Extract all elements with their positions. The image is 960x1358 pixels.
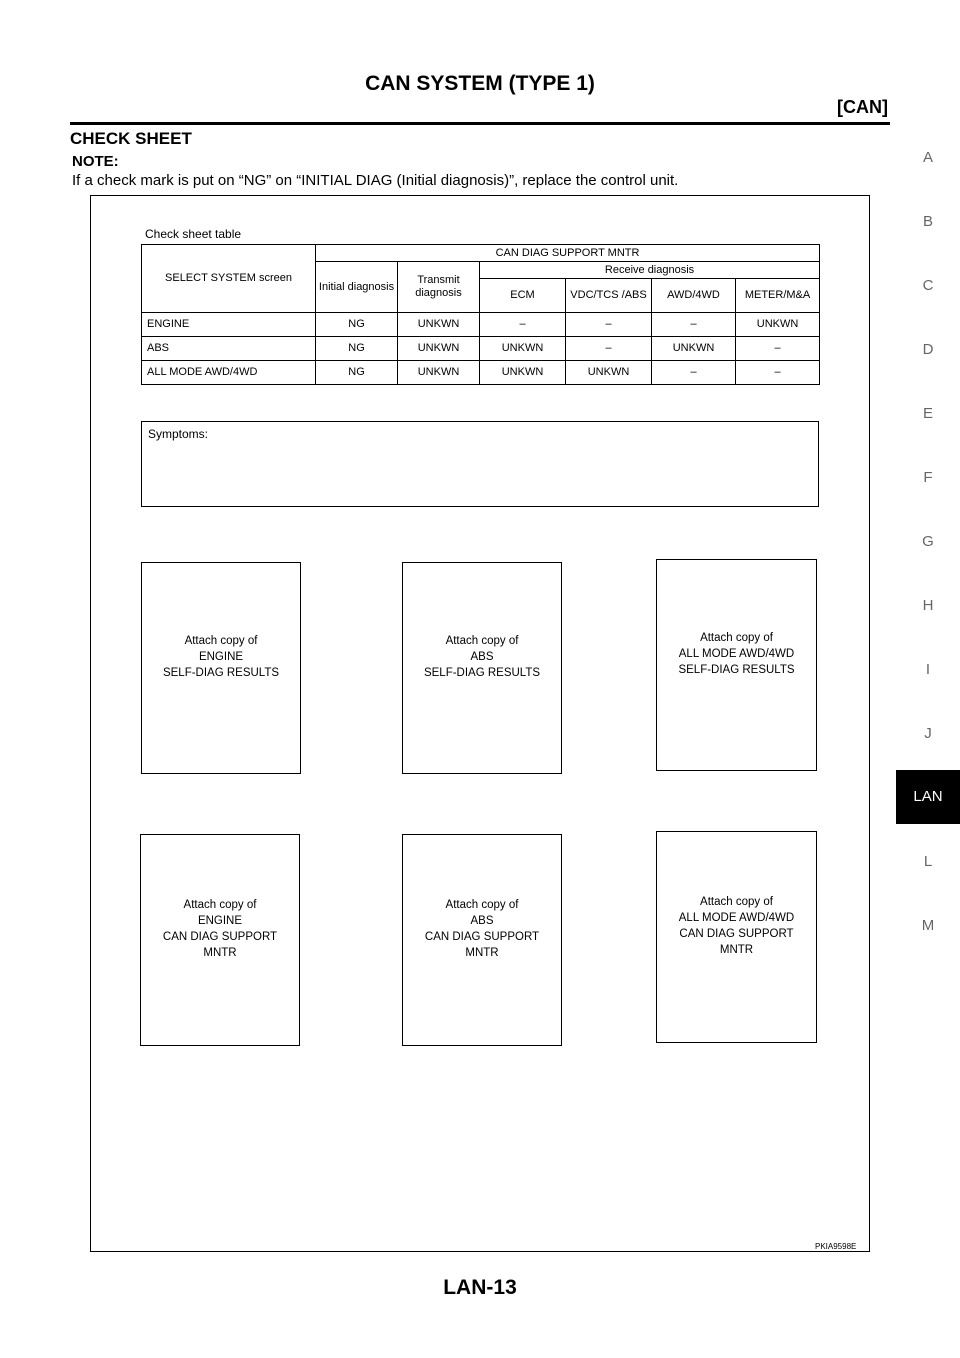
index-letter[interactable]: L <box>923 853 933 870</box>
header-initial: Initial diagnosis <box>316 262 398 313</box>
attach-box-abs-can-diag <box>402 834 562 1046</box>
header-can-diag: CAN DIAG SUPPORT MNTR <box>316 245 820 262</box>
attach-box-awd-self-diag <box>656 559 817 771</box>
cell: NG <box>316 337 398 361</box>
page-number: LAN-13 <box>443 1276 517 1299</box>
cell: – <box>652 313 736 337</box>
index-letter[interactable]: D <box>922 341 934 358</box>
symptoms-label: Symptoms: <box>148 427 209 441</box>
index-letter[interactable]: M <box>921 917 935 934</box>
header-select-system: SELECT SYSTEM screen <box>142 245 316 313</box>
cell: – <box>736 337 820 361</box>
index-active-label: LAN <box>913 788 943 805</box>
header-receive: Receive diagnosis <box>480 262 820 279</box>
header-col: VDC/TCS /ABS <box>566 279 652 313</box>
header-rule <box>70 122 890 125</box>
cell: – <box>566 337 652 361</box>
page-title: CAN SYSTEM (TYPE 1) <box>365 72 595 95</box>
row-system: ABS <box>142 337 316 361</box>
attach-box-engine-self-diag <box>141 562 301 774</box>
index-letter[interactable]: B <box>922 213 933 230</box>
cell: NG <box>316 361 398 385</box>
symptoms-box <box>141 421 819 507</box>
figure-caption: Check sheet table <box>145 227 242 241</box>
row-system: ALL MODE AWD/4WD <box>142 361 316 385</box>
attach-box-text: Attach copy of ENGINE CAN DIAG SUPPORT MNTR <box>162 899 278 959</box>
cell: UNKWN <box>736 313 820 337</box>
header-col: AWD/4WD <box>652 279 736 313</box>
cell: UNKWN <box>398 337 480 361</box>
attach-box-text: Attach copy of ABS CAN DIAG SUPPORT MNTR <box>424 899 540 959</box>
index-letter[interactable]: A <box>922 149 933 166</box>
index-letter[interactable]: H <box>922 597 934 614</box>
index-letter[interactable]: C <box>922 277 934 294</box>
cell: UNKWN <box>398 361 480 385</box>
section-tag: [CAN] <box>837 97 888 117</box>
row-system: ENGINE <box>142 313 316 337</box>
table-row <box>142 337 820 361</box>
attach-box-engine-can-diag <box>140 834 300 1046</box>
cell: UNKWN <box>398 313 480 337</box>
cell: NG <box>316 313 398 337</box>
table-row <box>142 313 820 337</box>
cell: – <box>566 313 652 337</box>
index-letter[interactable]: E <box>922 405 933 422</box>
cell: UNKWN <box>566 361 652 385</box>
attach-box-text: Attach copy of ABS SELF-DIAG RESULTS <box>423 635 541 679</box>
attach-box-abs-self-diag <box>402 562 562 774</box>
note-text: If a check mark is put on “NG” on “INITIAL DIAG (Initial diagnosis)”, replace the control unit. <box>72 172 679 189</box>
header-col: ECM <box>480 279 566 313</box>
section-heading: CHECK SHEET <box>70 129 192 148</box>
cell: UNKWN <box>652 337 736 361</box>
header-col: METER/M&A <box>736 279 820 313</box>
index-tab-active[interactable] <box>896 770 960 824</box>
attach-box-text: Attach copy of ALL MODE AWD/4WD SELF-DIAG RESULTS <box>678 632 795 676</box>
attach-box-text: Attach copy of ALL MODE AWD/4WD CAN DIAG SUPPORT MNTR <box>678 896 795 956</box>
cell: – <box>480 313 566 337</box>
cell: UNKWN <box>480 361 566 385</box>
check-sheet-table <box>141 244 820 385</box>
table-row <box>142 361 820 385</box>
note-label: NOTE: <box>72 153 119 170</box>
index-letter[interactable]: J <box>924 725 932 742</box>
header-transmit: Transmit diagnosis <box>398 262 480 313</box>
cell: – <box>736 361 820 385</box>
index-letter[interactable]: G <box>922 533 934 550</box>
cell: UNKWN <box>480 337 566 361</box>
attach-box-awd-can-diag <box>656 831 817 1043</box>
section-index <box>896 0 960 1358</box>
index-letter[interactable]: I <box>925 661 931 678</box>
index-letter[interactable]: F <box>923 469 933 486</box>
figure-code: PKIA9598E <box>815 1242 857 1251</box>
cell: – <box>652 361 736 385</box>
attach-box-text: Attach copy of ENGINE SELF-DIAG RESULTS <box>162 635 280 679</box>
